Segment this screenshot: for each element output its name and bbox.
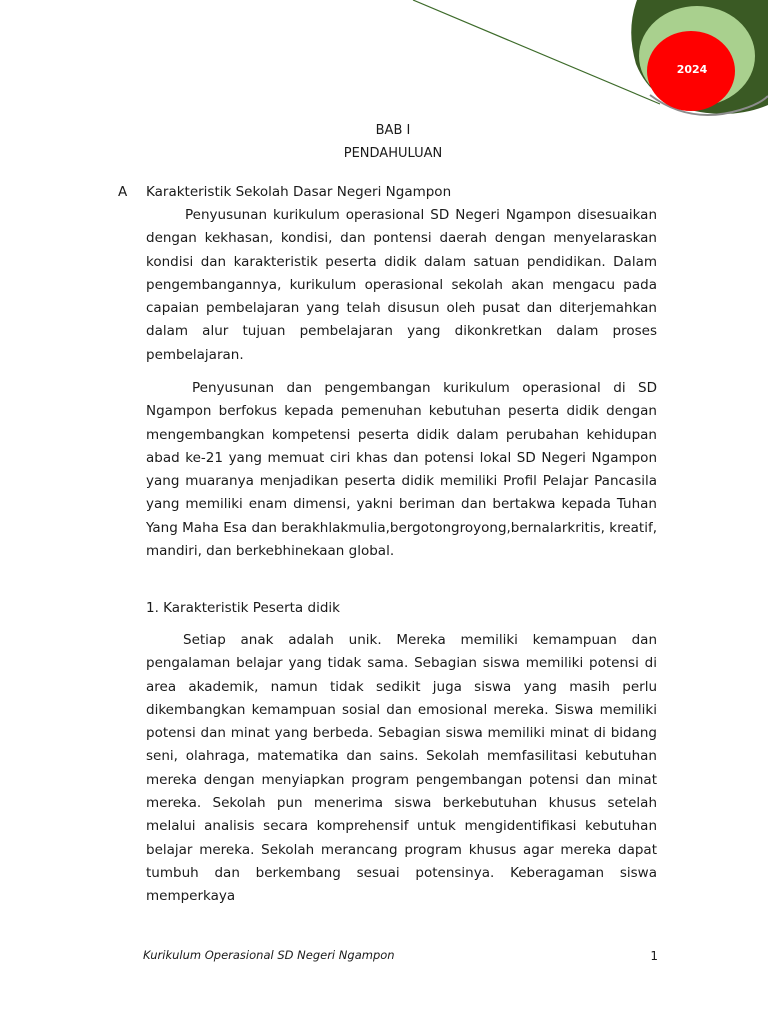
subsection-heading: 1. Karakteristik Peserta didik [146, 600, 340, 616]
section-heading: Karakteristik Sekolah Dasar Negeri Ngampon [146, 184, 452, 200]
page-number: 1 [650, 949, 658, 963]
footer-title: Kurikulum Operasional SD Negeri Ngampon [143, 948, 395, 962]
paragraph-2: Penyusunan dan pengembangan kurikulum operasional di SD Ngampon berfokus kepada pemenuhan kebutuhan peserta didik dengan mengembangkan kompetensi peserta didik dalam perubahan kehidupan abad ke-21 yang memuat ciri khas dan potensi lokal SD Negeri Ngampon yang muaranya menjadikan peserta didik memiliki Profil Pelajar Pancasila yang memiliki enam dimensi, yakni beriman dan bertakwa kepada Tuhan Yang Maha Esa dan berakhlakmulia,bergotongroyong,bernalarkritis, kreatif, mandiri, dan berkebhinekaan global. [146, 380, 657, 560]
paragraph-3: Setiap anak adalah unik. Mereka memiliki kemampuan dan pengalaman belajar yang tidak sama. Sebagian siswa memiliki potensi di area akademik, namun tidak sedikit juga siswa yang masih perlu dikembangkan kemampuan sosial dan emosional mereka. Siswa memiliki potensi dan minat yang berbeda. Sebagian siswa memiliki minat di bidang seni, olahraga, matematika dan sains. Sekolah memfasilitasi kebutuhan mereka dengan menyiapkan program pengembangan potensi dan minat mereka. Sekolah pun menerima siswa berkebutuhan khusus setelah melalui analisis secara komprehensif untuk mengidentifikasi kebutuhan belajar mereka. Sekolah merancang program khusus agar mereka dapat tumbuh dan berkembang sesuai potensinya. Keberagaman siswa memperkaya [146, 632, 657, 905]
decorative-diagonal-line [413, 0, 660, 104]
year-label: 2024 [676, 63, 708, 76]
paragraph-1: Penyusunan kurikulum operasional SD Negeri Ngampon disesuaikan dengan kekhasan, kondisi, dan pontensi daerah dengan menyelaraskan kondisi dan karakteristik peserta didik dalam satuan pendidikan. Dalam pengembangannya, kurikulum operasional sekolah akan mengacu pada capaian pembelajaran yang telah disusun oleh pusat dan diterjemahkan dalam alur tujuan pembelajaran yang dikonkretkan dalam proses pembelajaran. [146, 207, 657, 363]
section-letter: A [118, 184, 128, 200]
chapter-title: PENDAHULUAN [343, 146, 443, 161]
chapter-number: BAB I [375, 123, 411, 138]
